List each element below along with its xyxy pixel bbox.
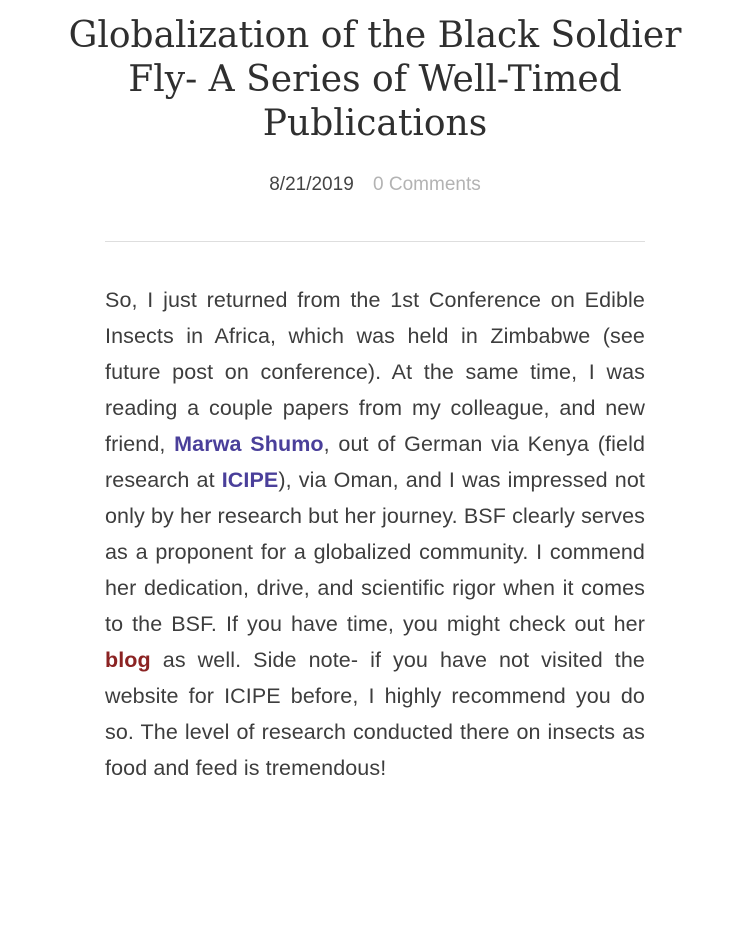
blog-link[interactable]: blog <box>105 648 151 672</box>
body-text-segment: as well. Side note- if you have not visited the website for ICIPE before, I highly recommend you do so. The level of research conducted there on insects as food and feed is tremendous! <box>105 648 645 780</box>
comments-link[interactable]: 0 Comments <box>373 174 481 195</box>
post-title: Globalization of the Black Soldier Fly- A Series of Well-Timed Publications <box>68 15 682 144</box>
author-link[interactable]: Marwa Shumo <box>174 432 324 456</box>
next-paragraph-cutoff <box>105 898 645 908</box>
title-divider <box>105 241 645 242</box>
body-text-segment: So, I just returned from the 1st Conference on Edible Insects in Africa, which was held in Zimbabwe (see future post on conference). At the same time, I was reading a couple papers from my colleague, and new friend, <box>105 288 645 456</box>
post-meta <box>0 172 750 198</box>
post-date: 8/21/2019 <box>269 174 354 195</box>
body-text-segment: , out of German via Kenya (field research at <box>105 432 645 492</box>
icipe-link[interactable]: ICIPE <box>221 468 279 492</box>
post-body <box>105 282 645 786</box>
cutoff-text-fragment <box>105 898 645 908</box>
body-text-segment: ), via Oman, and I was impressed not only by her research but her journey. BSF clearly serves as a proponent for a globalized community. I commend her dedication, drive, and scientific rigor when it comes to the BSF. If you have time, you might check out her <box>105 468 645 636</box>
